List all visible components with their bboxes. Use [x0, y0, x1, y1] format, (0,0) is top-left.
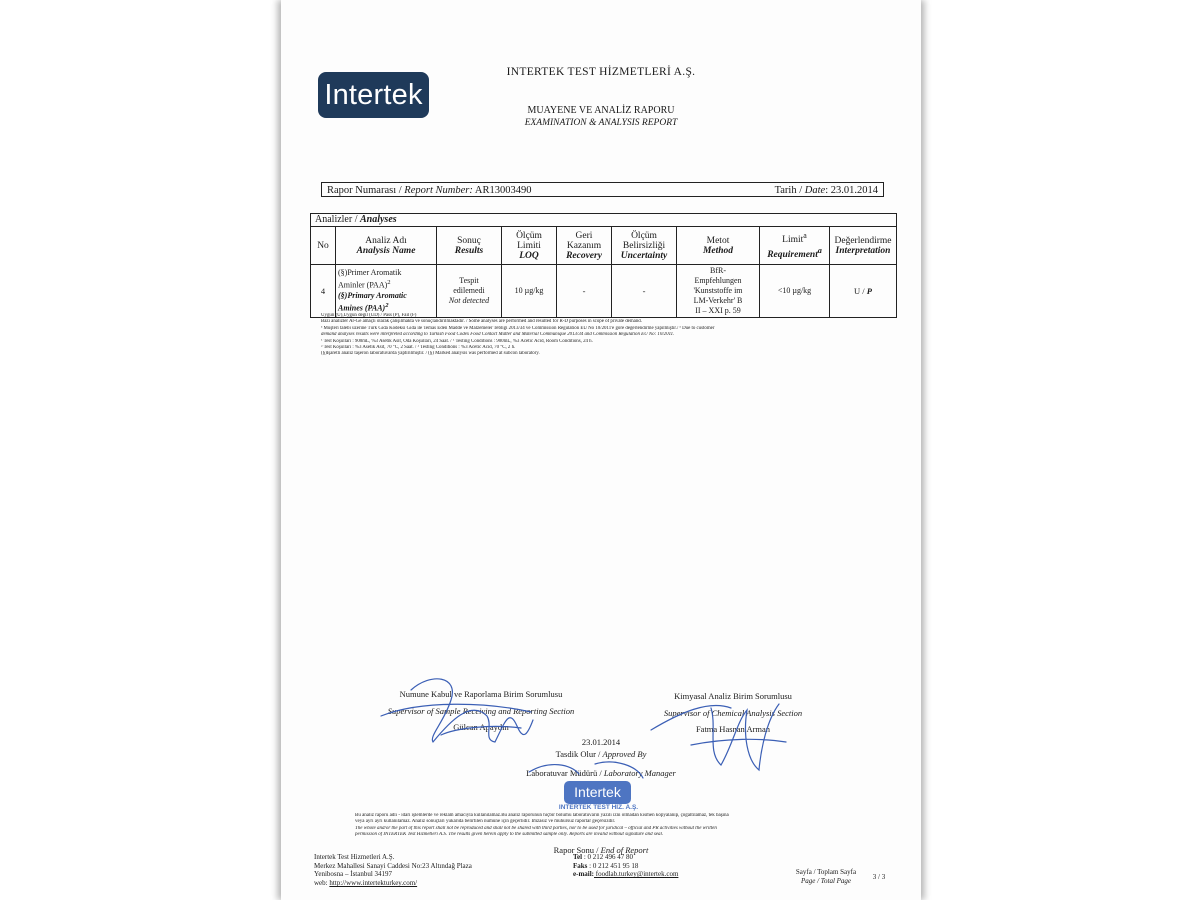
- cell-uncertainty: -: [612, 265, 677, 318]
- intertek-logo: Intertek: [318, 72, 429, 118]
- header-no: No: [311, 227, 336, 265]
- right-signer-name: Fatma Hasnan Arman: [695, 724, 771, 734]
- legal-disclaimer: [355, 813, 839, 838]
- footer-company: Intertek Test Hizmetleri A.Ş.: [314, 853, 395, 861]
- signature-block-left: [371, 688, 591, 733]
- header-analysis-name: Analiz Adı Analysis Name: [336, 227, 437, 265]
- website-link[interactable]: http://www.intertekturkey.com/: [329, 879, 418, 888]
- approval-label: Tasdik Olur / Approved By: [555, 749, 647, 759]
- email-link[interactable]: foodlab.turkey@intertek.com: [594, 870, 679, 879]
- footer-fax: Faks : 0 212 451 95 18: [573, 861, 639, 870]
- signature-block-right: [633, 690, 833, 735]
- note-line: demand analyses results were interpreted according to Turkish Food Codex Food Contact Matter and Material Communique 2013/34 and Commission Regulation EU No: 10/2011.: [321, 332, 675, 338]
- header-uncertainty: Ölçüm Belirsizliği Uncertainty: [612, 227, 677, 265]
- cell-limit: <10 µg/kg: [760, 265, 830, 318]
- note-line: Bazı analizler Ar-Ge amaçlı olarak çalışılmakta ve sonuçlandırılmaktadır. / Some analyses are performed and resulted for R-D purposes in scope of private demand.: [321, 319, 642, 325]
- report-date-value: : 23.01.2014: [825, 185, 878, 196]
- header-results: Sonuç Results: [437, 227, 502, 265]
- footer-page-label: Sayfa / Toplam Sayfa Page / Total Page: [795, 868, 857, 885]
- report-title-en: EXAMINATION & ANALYSIS REPORT: [524, 118, 678, 128]
- cell-interpretation: U / P: [830, 265, 897, 318]
- table-row: [311, 265, 897, 318]
- cell-recovery: -: [557, 265, 612, 318]
- end-of-report: Rapor Sonu / End of Report: [553, 845, 649, 855]
- footer-email: e-mail: foodlab.turkey@intertek.com: [573, 870, 679, 879]
- report-title: [281, 105, 921, 129]
- table-notes: [321, 313, 891, 358]
- cell-no: 4: [311, 265, 336, 318]
- footer-address-line: Merkez Mahallesi Sanayi Caddesi No:23 Altındağ Plaza: [314, 861, 472, 870]
- footer-web: web: http://www.intertekturkey.com/: [314, 879, 418, 888]
- header-recovery: Geri Kazanım Recovery: [557, 227, 612, 265]
- company-name: INTERTEK TEST HİZMETLERİ A.Ş.: [506, 66, 696, 78]
- disclaimer-line: permission of INTERTEK Test Hizmetleri A.S. The results given herein apply to the submitted sample only. Reports are invalid without signature and seal.: [355, 831, 664, 837]
- table-header-row: [311, 227, 897, 265]
- right-signer-role-tr: Kimyasal Analiz Birim Sorumlusu: [674, 691, 792, 701]
- approval-date: 23.01.2014: [581, 737, 621, 747]
- footer-address-line: Yenibosna – İstanbul 34197: [314, 870, 393, 879]
- disclaimer-line: Bu analiz raporu adlı - idari işlemlerde ve reklam amacıyla kullanılamaz.Bu analiz raporunun hiçbir bölümü laboratuvarın yazılı izni olmadan kısmen kopyalanıp, çoğaltılamaz, tek başına: [355, 813, 729, 818]
- report-title-tr: MUAYENE VE ANALİZ RAPORU: [527, 105, 675, 116]
- disclaimer-line: The whole and/or the part of this report shall not be reproduced and shall not be shared with third parties, nor to be used for juridical – official and PR activities without the written: [355, 825, 717, 831]
- analyses-title: Analizler / Analyses: [311, 214, 897, 227]
- cell-loq: 10 µg/kg: [502, 265, 557, 318]
- footer-address: [314, 853, 524, 888]
- report-number-bar: [321, 182, 884, 197]
- page-number: 3 / 3: [872, 873, 886, 881]
- header-method: Metot Method: [677, 227, 760, 265]
- report-date: Tarih / Date: 23.01.2014: [774, 185, 878, 196]
- note-line: (§)İşaretli analiz taşeron laboratuvarda yaptırılmıştır. / (§) Marked analysis was performed at subcon laboratory.: [321, 351, 540, 357]
- note-line: Uygun (U),Uygun değil (UD) / Pass (P), Fail (F): [321, 313, 417, 318]
- header-limit: Limit$^a$ Requirement$^a$: [760, 227, 830, 265]
- note-line: ¹ Test Koşulları : 900mL, %3 Asetik Asit, Oda Koşulları, 24 Saat. / ¹ Testing Conditions : 900mL, %3 Acetic Acid, Room Conditions, 24 h.: [321, 338, 593, 344]
- note-line: ᵃ Müşteri talebi üzerine Türk Gıda Kodeksi Gıda ile Temas Eden Madde ve Malzemeler Tebliği 2013/34 ve Commission Regulation EU No 10/2011'e göre değerlendirme yapılmıştır./ ᵃ Due to customer: [321, 325, 715, 331]
- report-number: Rapor Numarası / Report Number: AR13003490: [327, 185, 532, 196]
- approval-block: [501, 736, 701, 779]
- header-loq: Ölçüm Limiti LOQ: [502, 227, 557, 265]
- analyses-table: [310, 213, 897, 318]
- manager-label: Laboratuvar Müdürü / Laboratory Manager: [526, 768, 676, 778]
- right-signer-role-en: Supervisor of Chemical Analysis Section: [663, 708, 803, 718]
- company-stamp: Intertek: [564, 781, 631, 804]
- report-page: [281, 0, 921, 900]
- left-signer-role-en: Supervisor of Sample Receiving and Reporting Section: [387, 706, 575, 716]
- report-number-value: AR13003490: [474, 185, 532, 196]
- footer-contact: [573, 853, 753, 879]
- left-signer-name: Gülcan Apaydın: [453, 722, 509, 732]
- left-signer-role-tr: Numune Kabul ve Raporlama Birim Sorumlusu: [399, 689, 563, 699]
- footer-tel: Tel : 0 212 496 47 80: [573, 853, 634, 861]
- cell-method: BfR- Empfehlungen 'Kunststoffe im LM-Verkehr' B II – XXI p. 59: [677, 265, 760, 318]
- cell-analysis-name: (§)Primer Aromatik Aminler (PAA)$^2$ (§)Primary Aromatic Amines (PAA)$^2$: [336, 265, 437, 318]
- note-line: ² Test Koşulları : %3 Asetik Asit, 70 °C, 2 Saat. / ² Testing Conditions : %3 Acetic Acid, 70 °C, 2 h.: [321, 345, 516, 351]
- header-interpretation: Değerlendirme Interpretation: [830, 227, 897, 265]
- disclaimer-line: veya ayrı ayrı kullanılamaz. Analiz sonuçları yukarıda belirtilen numune için geçerlidir. İmzasız ve mühürsüz raporlar geçersizdir.: [355, 819, 616, 825]
- cell-results: Tespit edilemedi Not detected: [437, 265, 502, 318]
- company-stamp-text: INTERTEK TEST HİZ. A.Ş.: [558, 804, 639, 811]
